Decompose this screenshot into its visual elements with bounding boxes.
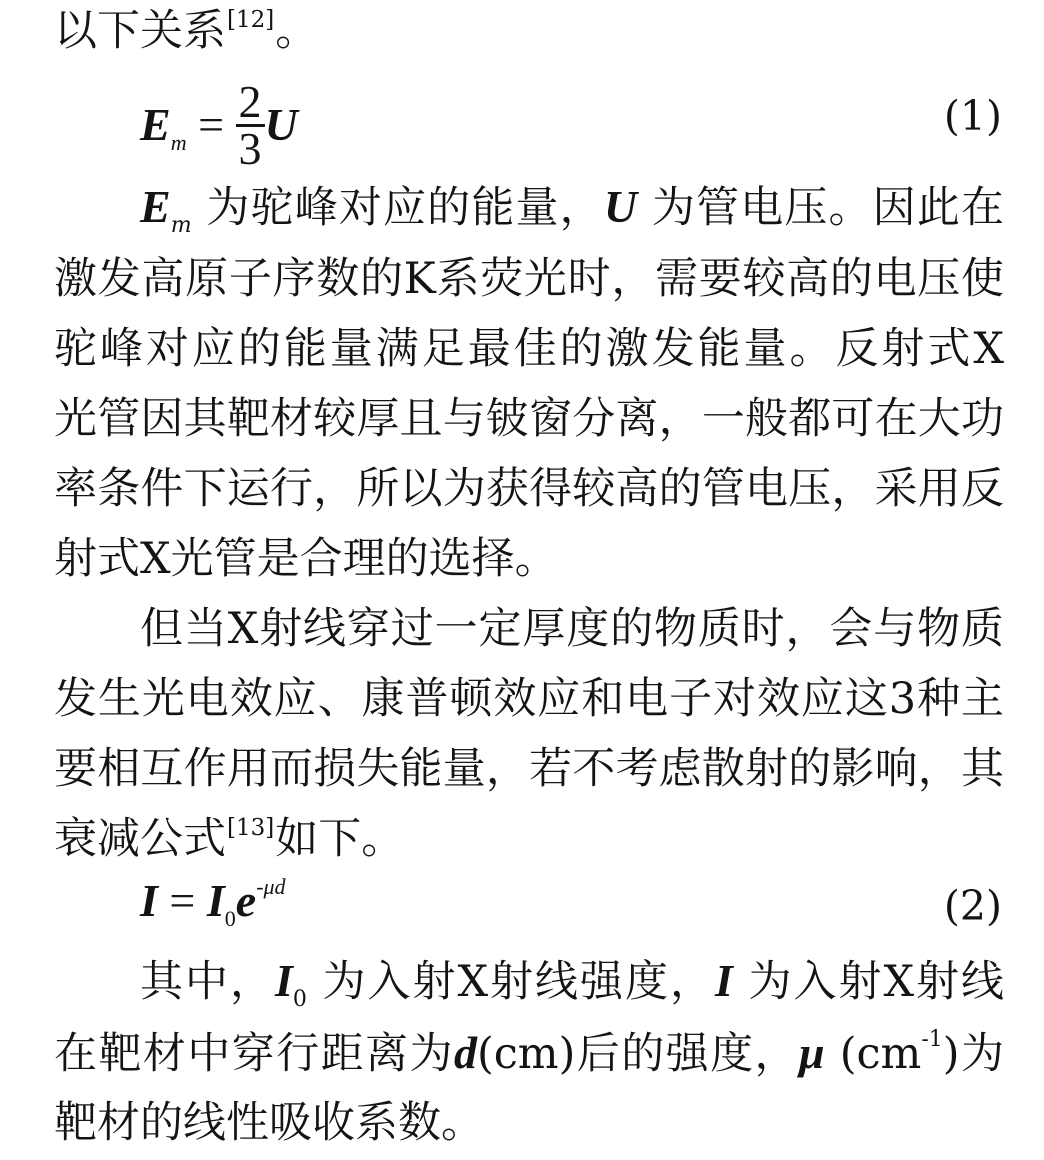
citation-13[interactable]: [13] xyxy=(227,815,275,841)
equation-2-number: (2) xyxy=(943,882,1002,930)
equation-1-body: $E_m$ = $\frac{2}{3}$ U xyxy=(140,76,298,174)
intro-line: 以下关系[12]。 xyxy=(54,6,319,56)
equation-2-body: $I = I_0e^{-\mu d}$ xyxy=(140,874,286,931)
citation-12[interactable]: [12] xyxy=(227,7,275,33)
equation-1-number: (1) xyxy=(943,92,1002,140)
paper-page: 以下关系[12]。 $E_m$ = $\frac{2}{3}$ U (1) $E_m$ 为驼峰对应的能量，U 为管电压。因此在 激发高原子序数的K系荧光时，需要较高的电压使 驼峰对应的能量满足最佳的激发能量。反射式X 光管因其靶材较厚且与铍窗分离，一般都可在大功 率条件下运行，所以为获得较高的管电压，采用反 射式X光管是合理的选择。 但当X射线穿过一定厚度的物质时，会与物质 发生光电效应、康普顿效应和电子对效应这3种主 要相互作用而损失能量，若不考虑散射的影响，其 衰减公式[13]如下。 $I = I_0e^{-\mu d}$ (2) 其中，$I_0$ 为入射X射线强度，I 为入射X射线 在靶材中穿行距离为d(cm)后的强度，μ $(cm^{-1})$为 靶材的线性吸收系数。 xyxy=(0,0,1044,1160)
fraction-two-thirds: $\frac{2}{3}$ xyxy=(236,80,265,171)
